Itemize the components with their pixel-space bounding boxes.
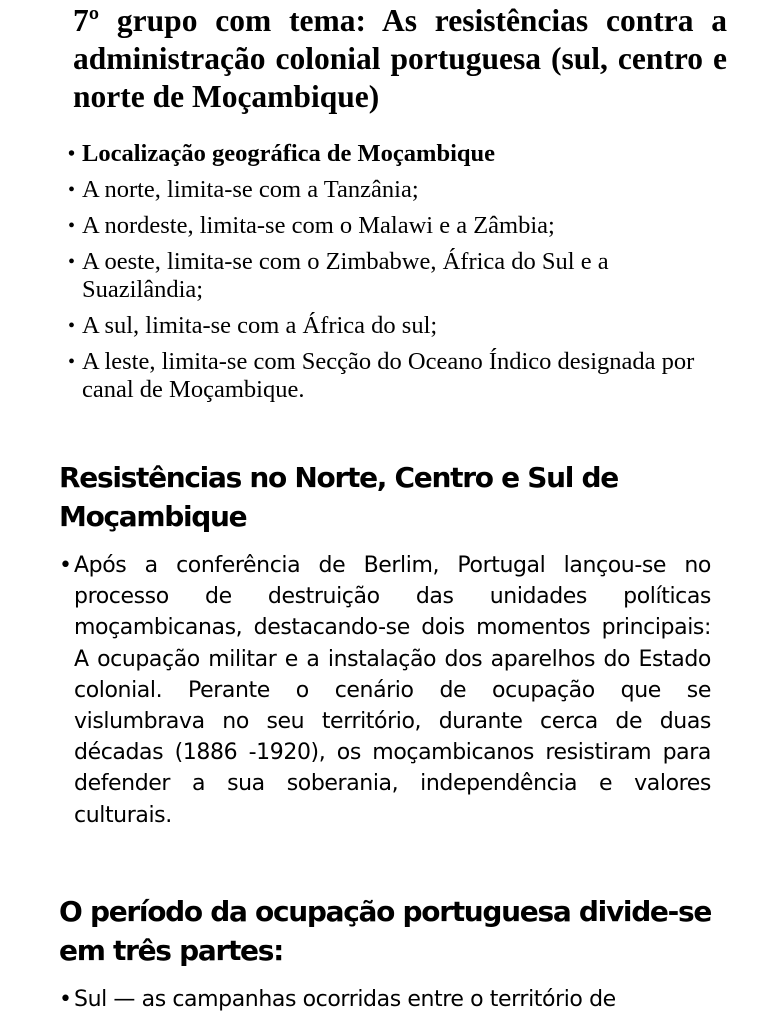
slide-title: Resistências no Norte, Centro e Sul de Moçambique: [59, 461, 618, 533]
list-item-text: A oeste, limita-se com o Zimbabwe, África do Sul e a Suazilândia;: [82, 248, 609, 303]
bullet-list: [59, 984, 711, 1015]
list-item: [59, 550, 711, 831]
list-item: [59, 984, 711, 1015]
slide-occupation-periods: [0, 892, 768, 1024]
list-item-text: A leste, limita-se com Secção do Oceano Índico designada por canal de Moçambique.: [82, 348, 695, 403]
list-item-text: A nordeste, limita-se com o Malawi e a Zâmbia;: [82, 212, 555, 239]
list-item: [68, 140, 728, 168]
list-item-text: Localização geográfica de Moçambique: [82, 140, 496, 167]
list-item-text: A norte, limita-se com a Tanzânia;: [82, 176, 419, 203]
slide-geography: [0, 0, 768, 440]
bullet-icon: •: [68, 351, 76, 373]
list-item: [68, 248, 728, 304]
list-item: [68, 348, 728, 404]
slide-title: O período da ocupação portuguesa divide-se em três partes:: [59, 895, 712, 967]
bullet-icon: •: [68, 315, 76, 337]
bullet-icon: •: [68, 215, 76, 237]
bullet-list: [59, 550, 711, 831]
list-item: [68, 212, 728, 240]
bullet-icon: •: [68, 143, 76, 165]
bullet-list: [68, 140, 728, 412]
bullet-icon: •: [59, 987, 72, 1012]
paragraph-text: Sul — as campanhas ocorridas entre o território de: [74, 987, 616, 1012]
slide-resistances: [0, 456, 768, 856]
list-item: [68, 176, 728, 204]
bullet-icon: •: [68, 179, 76, 201]
slide-title: 7º grupo com tema: As resistências contra a administração colonial portuguesa (sul, centro e norte de Moçambique): [73, 3, 727, 114]
paragraph-text: Após a conferência de Berlim, Portugal lançou-se no processo de destruição das unidades políticas moçambicanas, destacando-se dois momentos principais: A ocupação militar e a instalação dos aparelhos do Estado colonial. Perante o cenário de ocupação que se vislumbrava no seu território, durante cerca de duas décadas (1886 -1920), os moçambicanos resistiram para defender a sua soberania, independência e valores culturais.: [74, 553, 711, 828]
bullet-icon: •: [59, 553, 72, 578]
list-item: [68, 312, 728, 340]
list-item-text: A sul, limita-se com a África do sul;: [82, 312, 438, 339]
bullet-icon: •: [68, 251, 76, 273]
